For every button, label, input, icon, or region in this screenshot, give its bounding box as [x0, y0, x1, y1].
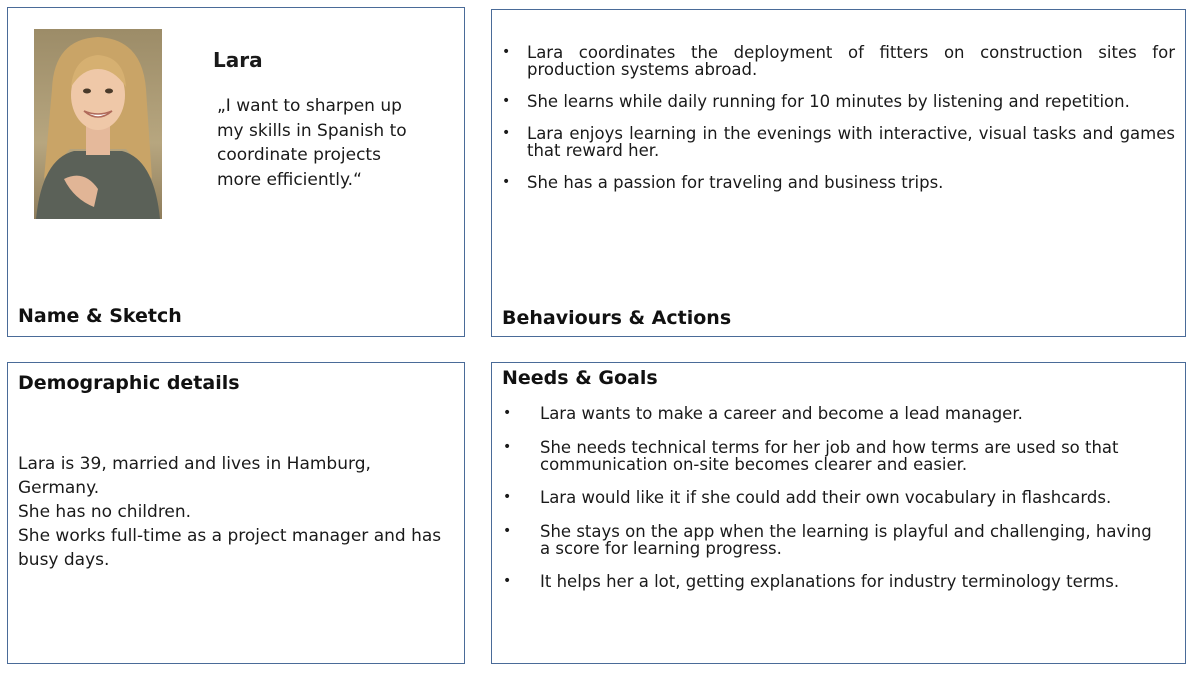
list-item: • Lara wants to make a career and become a lead manager.	[503, 404, 1023, 423]
list-item: • She stays on the app when the learning is playful and challenging, having a score for learning progress.	[503, 521, 1152, 558]
persona-name: Lara	[213, 48, 263, 72]
demographics-card	[7, 362, 465, 664]
bullet-icon: •	[502, 93, 511, 109]
list-item: • Lara would like it if she could add their own vocabulary in flashcards.	[503, 488, 1112, 507]
bullet-icon: •	[503, 522, 512, 539]
persona-photo	[34, 29, 162, 219]
bullet-icon: •	[502, 174, 511, 190]
demographics-heading: Demographic details	[18, 372, 240, 394]
list-item: • She has a passion for traveling and business trips.	[502, 173, 944, 192]
bullet-icon: •	[502, 44, 511, 60]
demographics-text	[18, 452, 448, 572]
bullet-icon: •	[503, 405, 512, 421]
needs-goals-list	[502, 405, 1162, 607]
list-item: • It helps her a lot, getting explanations for industry terminology terms.	[503, 572, 1120, 591]
list-item: • She learns while daily running for 10 minutes by listening and repetition.	[502, 92, 1130, 111]
bullet-icon: •	[503, 489, 512, 505]
needs-goals-card	[491, 362, 1186, 664]
bullet-icon: •	[502, 125, 511, 141]
name-sketch-heading: Name & Sketch	[18, 305, 182, 327]
name-sketch-card	[7, 7, 465, 337]
list-item: • She needs technical terms for her job and how terms are used so that communication on-site becomes clearer and easier.	[503, 437, 1119, 474]
persona-quote: „I want to sharpen up my skills in Spanish to coordinate projects more efficiently.“	[217, 96, 407, 190]
needs-goals-heading: Needs & Goals	[502, 367, 658, 389]
behaviours-list	[501, 44, 1175, 206]
behaviours-heading: Behaviours & Actions	[502, 307, 732, 329]
behaviours-card	[491, 9, 1186, 337]
list-item: • Lara enjoys learning in the evenings with interactive, visual tasks and games that reward her.	[502, 124, 1175, 160]
demographics-line: She has no children.	[18, 502, 192, 522]
bullet-icon: •	[503, 573, 512, 589]
bullet-icon: •	[503, 438, 512, 455]
demographics-line: Lara is 39, married and lives in Hamburg, Germany.	[18, 454, 371, 498]
demographics-line: She works full-time as a project manager and has busy days.	[18, 526, 442, 570]
list-item: • Lara coordinates the deployment of fitters on construction sites for production systems abroad.	[502, 43, 1175, 79]
